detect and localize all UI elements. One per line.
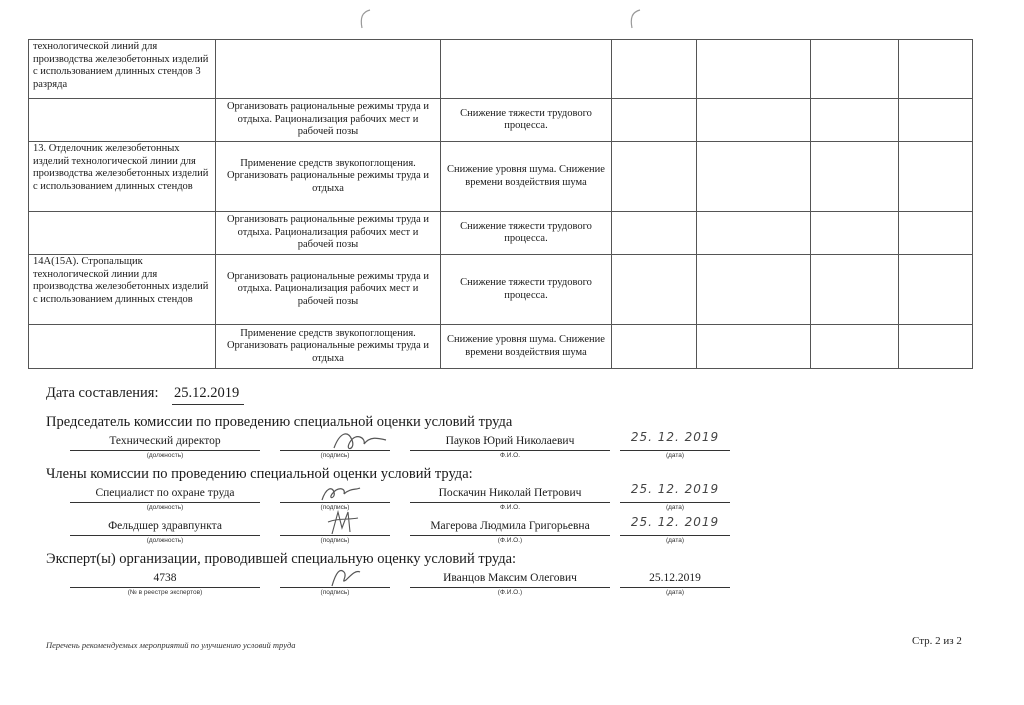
measures-table [28, 39, 973, 369]
table-cell-empty [612, 255, 697, 325]
table-cell-empty [811, 255, 899, 325]
table-cell-empty [697, 99, 811, 142]
signature-icon [318, 482, 364, 511]
expert-name: Иванцов Максим Олегович [443, 572, 577, 584]
chairman-name: Пауков Юрий Николаевич [445, 435, 575, 447]
chairman-date: 25. 12. 2019 [630, 430, 720, 444]
table-cell-empty [899, 142, 973, 212]
caption-sign: (подпись) [320, 504, 350, 511]
expert-heading: Эксперт(ы) организации, проводившей специальную оценку условий труда: [46, 551, 517, 567]
table-cell-empty [811, 40, 899, 99]
table-cell-measure: Применение средств звукопоглощения. Организовать рациональные режимы труда и отдыха [216, 325, 441, 369]
underline [70, 587, 260, 588]
chairman-position: Технический директор [109, 435, 221, 447]
table-cell-position: 14А(15А). Стропальщик технологической линии для производства железобетонных изделий с использованием длинных стендов [29, 255, 216, 325]
table-cell-empty [612, 142, 697, 212]
underline [620, 502, 730, 503]
table-cell-position: 13. Отделочник железобетонных изделий технологической линии для производства железобетонных изделий с использованием длинных стендов [29, 142, 216, 212]
member-date: 25. 12. 2019 [630, 482, 720, 496]
expert-number: 4738 [153, 572, 177, 584]
underline [70, 535, 260, 536]
footer-title: Перечень рекомендуемых мероприятий по улучшению условий труда [46, 640, 296, 650]
caption-name: (Ф.И.О.) [497, 537, 523, 544]
underline [70, 502, 260, 503]
table-cell-empty [811, 325, 899, 369]
table-cell-empty [899, 99, 973, 142]
caption-date: (дата) [665, 504, 685, 511]
table-cell-empty [612, 212, 697, 255]
date-value: 25.12.2019 [174, 385, 240, 401]
caption-date: (дата) [665, 452, 685, 459]
table-cell-empty [811, 99, 899, 142]
table-row [29, 255, 973, 325]
table-cell-empty [811, 212, 899, 255]
table-cell-position [29, 325, 216, 369]
underline [410, 450, 610, 451]
signature-icon [326, 564, 366, 595]
table-row [29, 142, 973, 212]
table-cell-measure: Применение средств звукопоглощения. Организовать рациональные режимы труда и отдыха [216, 142, 441, 212]
table-row [29, 212, 973, 255]
signature-icon [330, 428, 390, 459]
table-cell-measure: Организовать рациональные режимы труда и отдыха. Рационализация рабочих мест и рабочей позы [216, 99, 441, 142]
table-cell-empty [697, 325, 811, 369]
table-cell-goal: Снижение уровня шума. Снижение времени воздействия шума [441, 325, 612, 369]
underline [620, 535, 730, 536]
member-name: Поскачин Николай Петрович [438, 487, 582, 499]
underline [410, 535, 610, 536]
table-cell-empty [612, 99, 697, 142]
table-cell-goal: Снижение тяжести трудового процесса. [441, 212, 612, 255]
caption-date: (дата) [665, 537, 685, 544]
table-cell-empty [612, 40, 697, 99]
scan-mark-icon [356, 8, 374, 30]
table-cell-empty [899, 325, 973, 369]
member-name: Магерова Людмила Григорьевна [430, 520, 590, 532]
member-date: 25. 12. 2019 [630, 515, 720, 529]
signature-icon [324, 508, 364, 543]
member-position: Фельдшер здравпункта [108, 520, 222, 532]
caption-name: Ф.И.О. [499, 504, 521, 511]
caption-sign: (подпись) [320, 452, 350, 459]
table-row [29, 325, 973, 369]
table-cell-empty [899, 212, 973, 255]
table-cell-empty [697, 40, 811, 99]
date-underline [172, 404, 244, 405]
caption-position: (должность) [146, 504, 184, 511]
caption-sign: (подпись) [320, 537, 350, 544]
underline [620, 587, 730, 588]
table-cell-empty [612, 325, 697, 369]
caption-name: Ф.И.О. [499, 452, 521, 459]
table-cell-measure: Организовать рациональные режимы труда и отдыха. Рационализация рабочих мест и рабочей позы [216, 212, 441, 255]
scan-mark-icon [626, 8, 644, 30]
table-cell-position [29, 99, 216, 142]
table-cell-position: технологической линий для производства железобетонных изделий с использованием длинных стендов 3 разряда [29, 40, 216, 99]
table-cell-empty [697, 255, 811, 325]
members-heading: Члены комиссии по проведению специальной оценки условий труда: [46, 466, 473, 482]
member-position: Специалист по охране труда [95, 487, 235, 499]
table-cell-empty [899, 255, 973, 325]
table-cell-goal: Снижение тяжести трудового процесса. [441, 99, 612, 142]
table-cell-empty [811, 142, 899, 212]
expert-date: 25.12.2019 [649, 572, 701, 584]
table-cell-goal: Снижение тяжести трудового процесса. [441, 255, 612, 325]
page-number: Стр. 2 из 2 [912, 635, 962, 647]
underline [70, 450, 260, 451]
caption-sign: (подпись) [320, 589, 350, 596]
table-cell-empty [697, 142, 811, 212]
table-cell-empty [899, 40, 973, 99]
underline [410, 502, 610, 503]
table-cell-goal: Снижение уровня шума. Снижение времени воздействия шума [441, 142, 612, 212]
table-cell-empty [697, 212, 811, 255]
table-cell-measure: Организовать рациональные режимы труда и отдыха. Рационализация рабочих мест и рабочей позы [216, 255, 441, 325]
caption-position: (должность) [146, 452, 184, 459]
table-cell-position [29, 212, 216, 255]
table-cell-measure [216, 40, 441, 99]
caption-position: (должность) [146, 537, 184, 544]
caption-date: (дата) [665, 589, 685, 596]
caption-name: (Ф.И.О.) [497, 589, 523, 596]
chairman-heading: Председатель комиссии по проведению специальной оценки условий труда [46, 414, 513, 430]
underline [620, 450, 730, 451]
date-label: Дата составления: [46, 385, 159, 401]
table-row [29, 40, 973, 99]
table-row [29, 99, 973, 142]
table-cell-goal [441, 40, 612, 99]
caption-number: (№ в реестре экспертов) [127, 589, 203, 596]
underline [410, 587, 610, 588]
